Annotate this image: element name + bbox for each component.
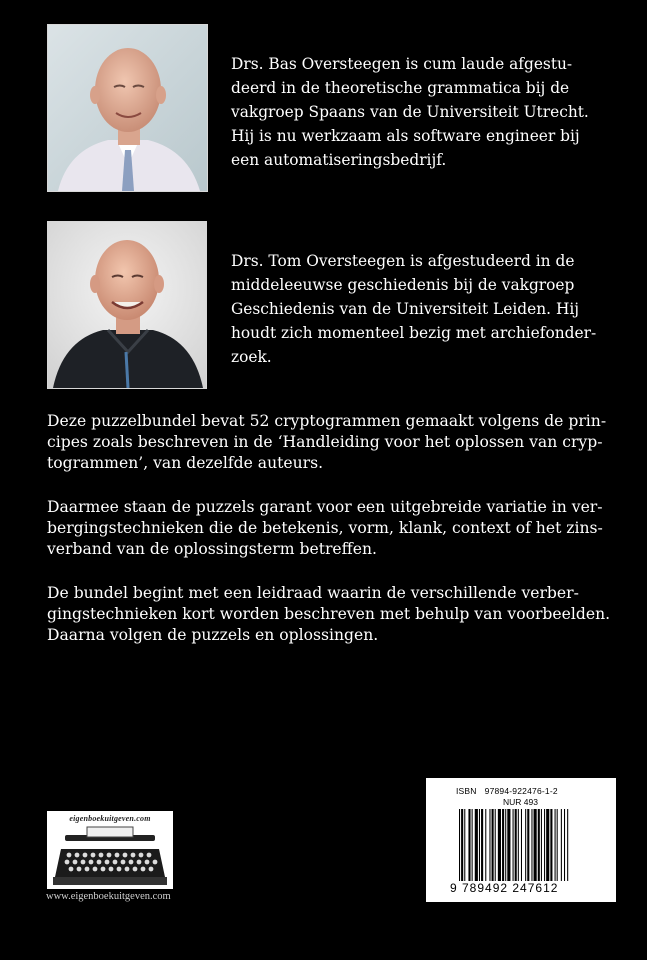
barcode-bar <box>544 809 545 881</box>
bio-line: een automatiseringsbedrijf. <box>231 151 447 169</box>
bio-line: Geschiedenis van de Universiteit Leiden. Hij <box>231 300 580 318</box>
barcode-bar <box>507 809 510 881</box>
barcode-bar <box>468 809 470 881</box>
barcode-bar <box>555 809 556 881</box>
bio-line: deerd in de theoretische grammatica bij de <box>231 79 570 97</box>
barcode-bar <box>546 809 549 881</box>
barcode-bar <box>489 809 490 881</box>
barcode-bar <box>531 809 532 881</box>
barcode-bar <box>472 809 473 881</box>
bio-line: Drs. Tom Oversteegen is afgestudeerd in de <box>231 252 575 270</box>
paragraph-line: togrammen’, van dezelfde auteurs. <box>47 454 324 472</box>
barcode-bar <box>557 809 558 881</box>
description-paragraph <box>47 583 610 646</box>
barcode-bar <box>461 809 463 881</box>
barcode-bar <box>464 809 465 881</box>
paragraph-line: Deze puzzelbundel bevat 52 cryptogrammen gemaakt volgens de prin- <box>47 412 607 430</box>
paragraph-line: De bundel begint met een leidraad waarin de verschillende verber- <box>47 584 579 602</box>
barcode-bar <box>521 809 522 881</box>
typewriter-icon <box>47 811 173 889</box>
barcode-bar <box>564 809 565 881</box>
paragraph-line: bergingstechnieken die de betekenis, vorm, klank, context of het zins- <box>47 519 603 537</box>
barcode-bar <box>495 809 496 881</box>
barcode-bar <box>505 809 506 881</box>
publisher-url: www.eigenboekuitgeven.com <box>46 891 171 902</box>
author-photo-bas <box>47 24 208 192</box>
barcode-bar <box>485 809 486 881</box>
paragraph-line: cipes zoals beschreven in de ‘Handleiding voor het oplossen van cryp- <box>47 433 603 451</box>
description-paragraph <box>47 411 606 474</box>
barcode-bar <box>502 809 504 881</box>
barcode-bar <box>481 809 483 881</box>
barcode-bar <box>498 809 501 881</box>
nur-code: NUR 493 <box>503 797 538 807</box>
bio-line: zoek. <box>231 348 272 366</box>
barcode-bar <box>541 809 542 881</box>
bio-line: Hij is nu werkzaam als software engineer bij <box>231 127 580 145</box>
barcode-bar <box>513 809 514 881</box>
barcode-bar <box>527 809 529 881</box>
barcode-digits: 9 789492 247612 <box>450 881 559 895</box>
paragraph-line: Daarmee staan de puzzels garant voor een uitgebreide variatie in ver- <box>47 498 603 516</box>
isbn-line <box>456 786 558 796</box>
isbn-barcode <box>426 778 616 902</box>
barcode-bar <box>515 809 517 881</box>
barcode-bar <box>550 809 552 881</box>
barcode-bar <box>561 809 562 881</box>
publisher-logo <box>47 811 173 889</box>
paragraph-line: Daarna volgen de puzzels en oplossingen. <box>47 626 379 644</box>
description-paragraph <box>47 497 603 560</box>
barcode-bar <box>567 809 568 881</box>
bio-line: Drs. Bas Oversteegen is cum laude afgestu- <box>231 55 573 73</box>
bio-line: vakgroep Spaans van de Universiteit Utrecht. <box>231 103 589 121</box>
publisher-logo-text: eigenboekuitgeven.com <box>69 814 151 823</box>
isbn-label: ISBN <box>456 786 477 796</box>
author-bio-bas <box>231 52 589 172</box>
author-photo-tom <box>47 221 207 389</box>
barcode-bar <box>518 809 519 881</box>
barcode-bar <box>492 809 494 881</box>
isbn-number: 97894-922476-1-2 <box>484 786 558 796</box>
paragraph-line: verband van de oplossingsterm betreffen. <box>47 540 377 558</box>
barcode-bars <box>459 809 609 881</box>
author-bio-tom <box>231 249 596 369</box>
barcode-bar <box>459 809 460 881</box>
bio-line: middeleeuwse geschiedenis bij de vakgroep <box>231 276 575 294</box>
barcode-bar <box>538 809 540 881</box>
barcode-bar <box>534 809 537 881</box>
barcode-bar <box>525 809 526 881</box>
bio-line: houdt zich momenteel bezig met archiefonder- <box>231 324 597 342</box>
barcode-bar <box>479 809 480 881</box>
paragraph-line: gingstechnieken kort worden beschreven met behulp van voorbeelden. <box>47 605 611 623</box>
barcode-bar <box>475 809 478 881</box>
